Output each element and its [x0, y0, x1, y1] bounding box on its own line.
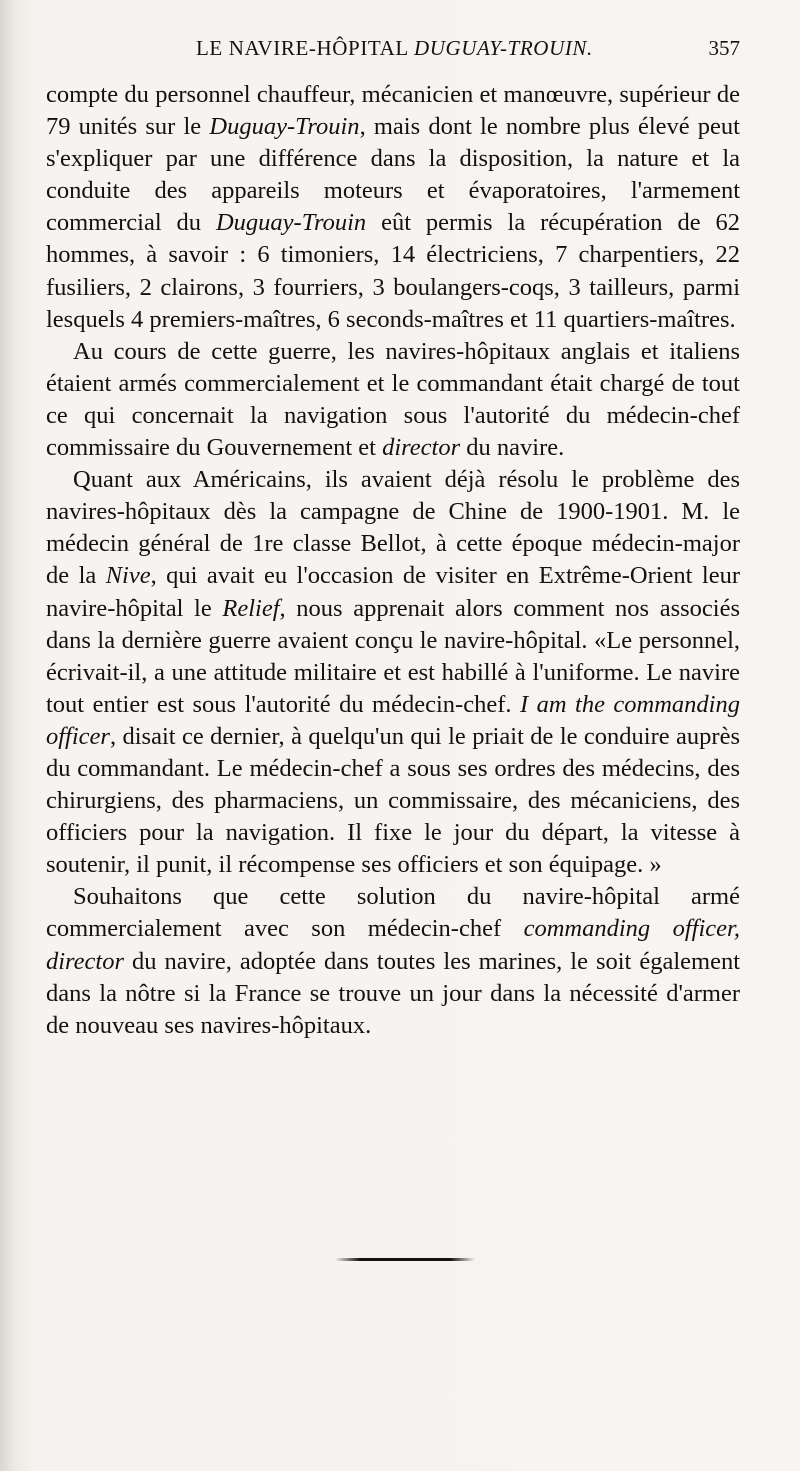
page-header — [46, 30, 740, 64]
text-run: Souhaitons que cette solution du navire-hôpital armé commercialement avec son médecin-chef — [46, 883, 740, 943]
text-run: compte du personnel chauffeur, mécanicien et manœuvre, supérieur de 79 unités sur le — [46, 81, 740, 141]
running-title-ship-name: DUGUAY-TROUIN. — [413, 36, 593, 60]
text-run: Quant aux Américains, ils avaient déjà résolu le problème des navires-hôpitaux dès la campagne de Chine de 1900-1901. M. le médecin général de 1re classe Bellot, à cette époque médecin-major de la — [46, 466, 740, 590]
text-run: , qui avait eu l'occasion de visiter en Extrême-Orient leur navire-hôpital le — [46, 562, 741, 622]
body-text — [46, 79, 740, 1042]
text-run: Au cours de cette guerre, les navires-hôpitaux anglais et italiens étaient armés commercialement et le commandant était chargé de tout ce qui concernait la navigation sous l'autorité du médecin-chef commissaire du Gouvernement et — [46, 337, 740, 462]
text-run: du navire, adoptée dans toutes les marines, le soit également dans la nôtre si la France se trouve un jour dans la nécessité d'armer de nouveau ses navires-hôpitaux. — [46, 947, 740, 1039]
text-run: du navire. — [460, 434, 565, 462]
paragraph — [46, 881, 740, 1041]
text-run: , mais dont le nombre plus élevé peut s'expliquer par une différence dans la disposition, la nature et la conduite des appareils moteurs et évaporatoires, l'armement commercial du — [46, 113, 740, 237]
text-run: , disait ce dernier, à quelqu'un qui le priait de le conduire auprès du commandant. Le médecin-chef a sous ses ordres des médecins, des chirurgiens, des pharmaciens, un commissaire, des mécaniciens, des officiers pour la navigation. Il fixe le jour du départ, la vitesse à soutenir, il punit, il récompense ses officiers et son équipage. » — [46, 722, 740, 879]
running-title-caps: LE NAVIRE-HÔPITAL — [196, 36, 409, 60]
italic-run: Relief — [222, 594, 280, 622]
italic-run: Duguay-Trouin — [215, 209, 367, 237]
italic-run: Nive — [105, 562, 151, 590]
end-separator-rule — [335, 1258, 475, 1261]
italic-run: Duguay-Trouin — [209, 113, 360, 141]
paragraph — [46, 79, 740, 336]
italic-run: director — [382, 434, 461, 462]
text-run: eût permis la récupération de 62 hommes, à savoir : 6 timoniers, 14 électriciens, 7 charpentiers, 22 fusiliers, 2 clairons, 3 fourriers, 3 boulangers-coqs, 3 tailleurs, parmi lesquels 4 premiers-maîtres, 6 seconds-maîtres et 11 quartiers-maîtres. — [46, 209, 740, 333]
page-number: 357 — [708, 36, 740, 60]
italic-run: I am the commanding officer — [46, 690, 740, 750]
running-title — [196, 36, 593, 61]
paragraph — [46, 336, 740, 464]
paragraph — [46, 464, 740, 881]
text-run: , nous apprenait alors comment nos associés dans la dernière guerre avaient conçu le navire-hôpital. «Le personnel, écrivait-il, a une attitude militaire et est habillé à l'uniforme. Le navire tout entier est sous l'autorité du médecin-chef. — [46, 594, 740, 718]
italic-run: commanding officer, director — [46, 915, 740, 975]
